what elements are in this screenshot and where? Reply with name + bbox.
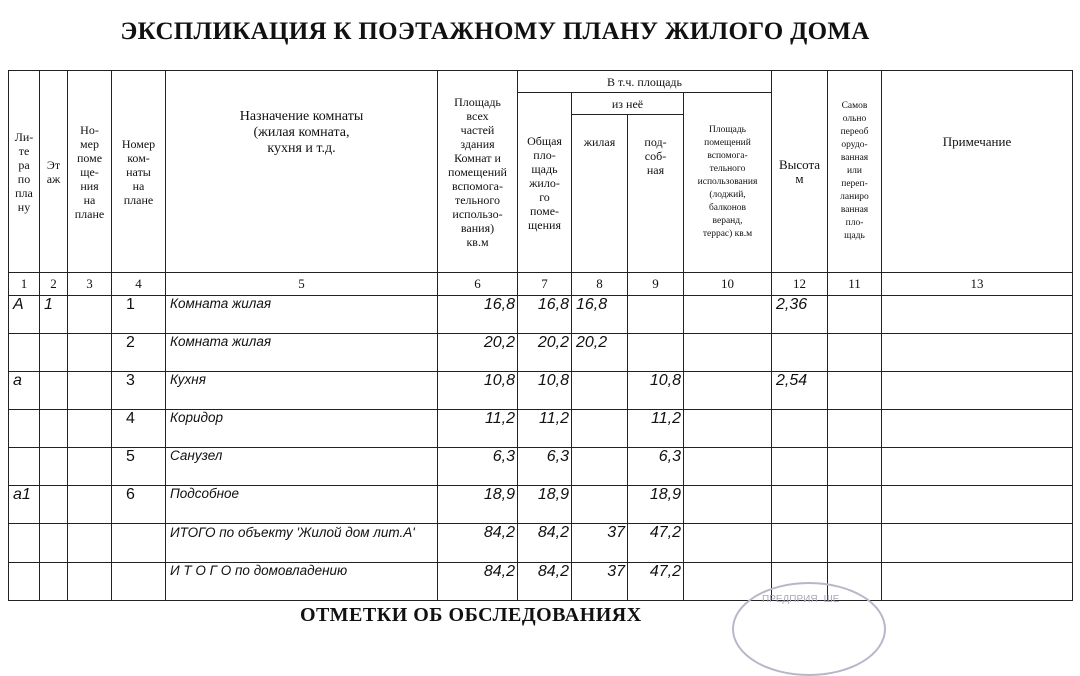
cell-aux-area: 10,8	[628, 372, 684, 410]
cell-aux-area: 47,2	[628, 563, 684, 601]
header-litera: Ли- те ра по пла ну	[9, 71, 40, 273]
header-living: жилая	[572, 115, 628, 273]
seal-stamp-text-1: ПРЕДПРИЯ	[762, 594, 818, 605]
cell-aux-area	[628, 334, 684, 372]
cell-living-area	[572, 486, 628, 524]
section-heading-inspections: ОТМЕТКИ ОБ ОБСЛЕДОВАНИЯХ	[300, 604, 642, 626]
table-row-total-object	[9, 524, 1073, 563]
cell-veranda-area	[684, 372, 772, 410]
cell-general-area: 84,2	[518, 563, 572, 601]
cell-room-number	[68, 372, 112, 410]
header-height: Высота м	[772, 71, 828, 273]
cell-plan-number: 5	[112, 448, 166, 486]
cell-self-altered	[828, 296, 882, 334]
cell-floor	[40, 486, 68, 524]
cell-aux-area	[628, 296, 684, 334]
cell-self-altered	[828, 448, 882, 486]
cell-total-area: 84,2	[438, 524, 518, 563]
cell-aux-area: 47,2	[628, 524, 684, 563]
cell-height: 2,54	[772, 372, 828, 410]
table-row	[9, 448, 1073, 486]
cell-floor	[40, 410, 68, 448]
cell-floor	[40, 524, 68, 563]
cell-room-name: И Т О Г О по домовладению	[166, 563, 438, 601]
cell-room-number	[68, 524, 112, 563]
cell-room-name: Кухня	[166, 372, 438, 410]
cell-general-area: 11,2	[518, 410, 572, 448]
cell-litera	[9, 448, 40, 486]
cell-general-area: 6,3	[518, 448, 572, 486]
cell-litera	[9, 563, 40, 601]
header-general-area: Общая пло- щадь жило- го поме- щения	[518, 93, 572, 273]
column-number: 7	[518, 273, 572, 296]
cell-floor	[40, 563, 68, 601]
cell-total-area: 84,2	[438, 563, 518, 601]
cell-living-area: 37	[572, 524, 628, 563]
header-group-area: В т.ч. площадь	[518, 71, 772, 93]
column-number: 13	[882, 273, 1073, 296]
cell-general-area: 84,2	[518, 524, 572, 563]
column-number: 9	[628, 273, 684, 296]
cell-note	[882, 334, 1073, 372]
cell-living-area	[572, 410, 628, 448]
cell-floor	[40, 334, 68, 372]
header-room-number: Но- мер поме ще- ния на плане	[68, 71, 112, 273]
cell-veranda-area	[684, 448, 772, 486]
header-purpose: Назначение комнаты (жилая комната, кухня и т.д.	[166, 71, 438, 273]
cell-room-name: Санузел	[166, 448, 438, 486]
header-auxiliary: под- соб- ная	[628, 115, 684, 273]
column-number-row	[9, 273, 1073, 296]
column-number: 6	[438, 273, 518, 296]
header-total-area: Площадь всех частей здания Комнат и помещений вспомога- тельного использо- вания) кв.м	[438, 71, 518, 273]
table-row	[9, 486, 1073, 524]
cell-litera: А	[9, 296, 40, 334]
cell-room-name: ИТОГО по объекту 'Жилой дом лит.А'	[166, 524, 438, 563]
cell-note	[882, 524, 1073, 563]
column-number: 8	[572, 273, 628, 296]
table-row	[9, 296, 1073, 334]
header-aux-area: Площадь помещений вспомога- тельного использования (лоджий, балконов веранд, террас) кв.м	[684, 93, 772, 273]
cell-litera: а1	[9, 486, 40, 524]
cell-litera	[9, 524, 40, 563]
cell-plan-number: 6	[112, 486, 166, 524]
cell-self-altered	[828, 410, 882, 448]
cell-height	[772, 334, 828, 372]
cell-general-area: 10,8	[518, 372, 572, 410]
column-number: 4	[112, 273, 166, 296]
cell-litera	[9, 410, 40, 448]
cell-plan-number: 4	[112, 410, 166, 448]
header-self-altered: Самов ольно переоб орудо- ванная или переп- ланиро ванная пло- щадь	[828, 71, 882, 273]
header-sub-group: из неё	[572, 93, 684, 115]
cell-veranda-area	[684, 410, 772, 448]
column-number: 5	[166, 273, 438, 296]
cell-veranda-area	[684, 524, 772, 563]
table-row	[9, 334, 1073, 372]
cell-plan-number	[112, 563, 166, 601]
column-number: 1	[9, 273, 40, 296]
table-row	[9, 410, 1073, 448]
cell-note	[882, 448, 1073, 486]
cell-height	[772, 524, 828, 563]
cell-general-area: 20,2	[518, 334, 572, 372]
header-plan-number: Номер ком- наты на плане	[112, 71, 166, 273]
cell-general-area: 18,9	[518, 486, 572, 524]
cell-total-area: 6,3	[438, 448, 518, 486]
cell-height	[772, 448, 828, 486]
cell-living-area: 16,8	[572, 296, 628, 334]
table-row-total-household	[9, 563, 1073, 601]
document-title: ЭКСПЛИКАЦИЯ К ПОЭТАЖНОМУ ПЛАНУ ЖИЛОГО ДОМА	[120, 18, 870, 45]
cell-total-area: 18,9	[438, 486, 518, 524]
cell-floor	[40, 448, 68, 486]
cell-room-number	[68, 486, 112, 524]
column-number: 11	[828, 273, 882, 296]
cell-self-altered	[828, 524, 882, 563]
cell-floor: 1	[40, 296, 68, 334]
column-number: 10	[684, 273, 772, 296]
table-row	[9, 372, 1073, 410]
cell-height: 2,36	[772, 296, 828, 334]
cell-living-area	[572, 448, 628, 486]
cell-living-area: 37	[572, 563, 628, 601]
cell-living-area: 20,2	[572, 334, 628, 372]
column-number: 12	[772, 273, 828, 296]
cell-note	[882, 372, 1073, 410]
seal-stamp-text	[762, 594, 845, 605]
cell-room-number	[68, 296, 112, 334]
cell-room-name: Коридор	[166, 410, 438, 448]
cell-room-name: Комната жилая	[166, 334, 438, 372]
cell-floor	[40, 372, 68, 410]
cell-self-altered	[828, 334, 882, 372]
cell-room-number	[68, 334, 112, 372]
cell-self-altered	[828, 372, 882, 410]
cell-veranda-area	[684, 334, 772, 372]
cell-living-area	[572, 372, 628, 410]
header-floor: Эт аж	[40, 71, 68, 273]
cell-litera	[9, 334, 40, 372]
cell-room-name: Подсобное	[166, 486, 438, 524]
seal-stamp-text-2: ШЕ	[823, 594, 840, 605]
cell-plan-number	[112, 524, 166, 563]
column-number: 3	[68, 273, 112, 296]
cell-aux-area: 11,2	[628, 410, 684, 448]
cell-room-number	[68, 563, 112, 601]
cell-note	[882, 563, 1073, 601]
cell-general-area: 16,8	[518, 296, 572, 334]
cell-plan-number: 2	[112, 334, 166, 372]
cell-total-area: 10,8	[438, 372, 518, 410]
explication-table	[8, 70, 1073, 601]
cell-total-area: 11,2	[438, 410, 518, 448]
cell-room-name: Комната жилая	[166, 296, 438, 334]
cell-veranda-area	[684, 296, 772, 334]
cell-aux-area: 18,9	[628, 486, 684, 524]
cell-plan-number: 1	[112, 296, 166, 334]
cell-room-number	[68, 410, 112, 448]
cell-plan-number: 3	[112, 372, 166, 410]
cell-litera: а	[9, 372, 40, 410]
cell-total-area: 16,8	[438, 296, 518, 334]
header-note: Примечание	[882, 71, 1073, 273]
cell-height	[772, 486, 828, 524]
cell-note	[882, 486, 1073, 524]
cell-note	[882, 296, 1073, 334]
cell-total-area: 20,2	[438, 334, 518, 372]
cell-veranda-area	[684, 486, 772, 524]
column-number: 2	[40, 273, 68, 296]
cell-room-number	[68, 448, 112, 486]
cell-note	[882, 410, 1073, 448]
cell-self-altered	[828, 486, 882, 524]
cell-aux-area: 6,3	[628, 448, 684, 486]
cell-height	[772, 410, 828, 448]
